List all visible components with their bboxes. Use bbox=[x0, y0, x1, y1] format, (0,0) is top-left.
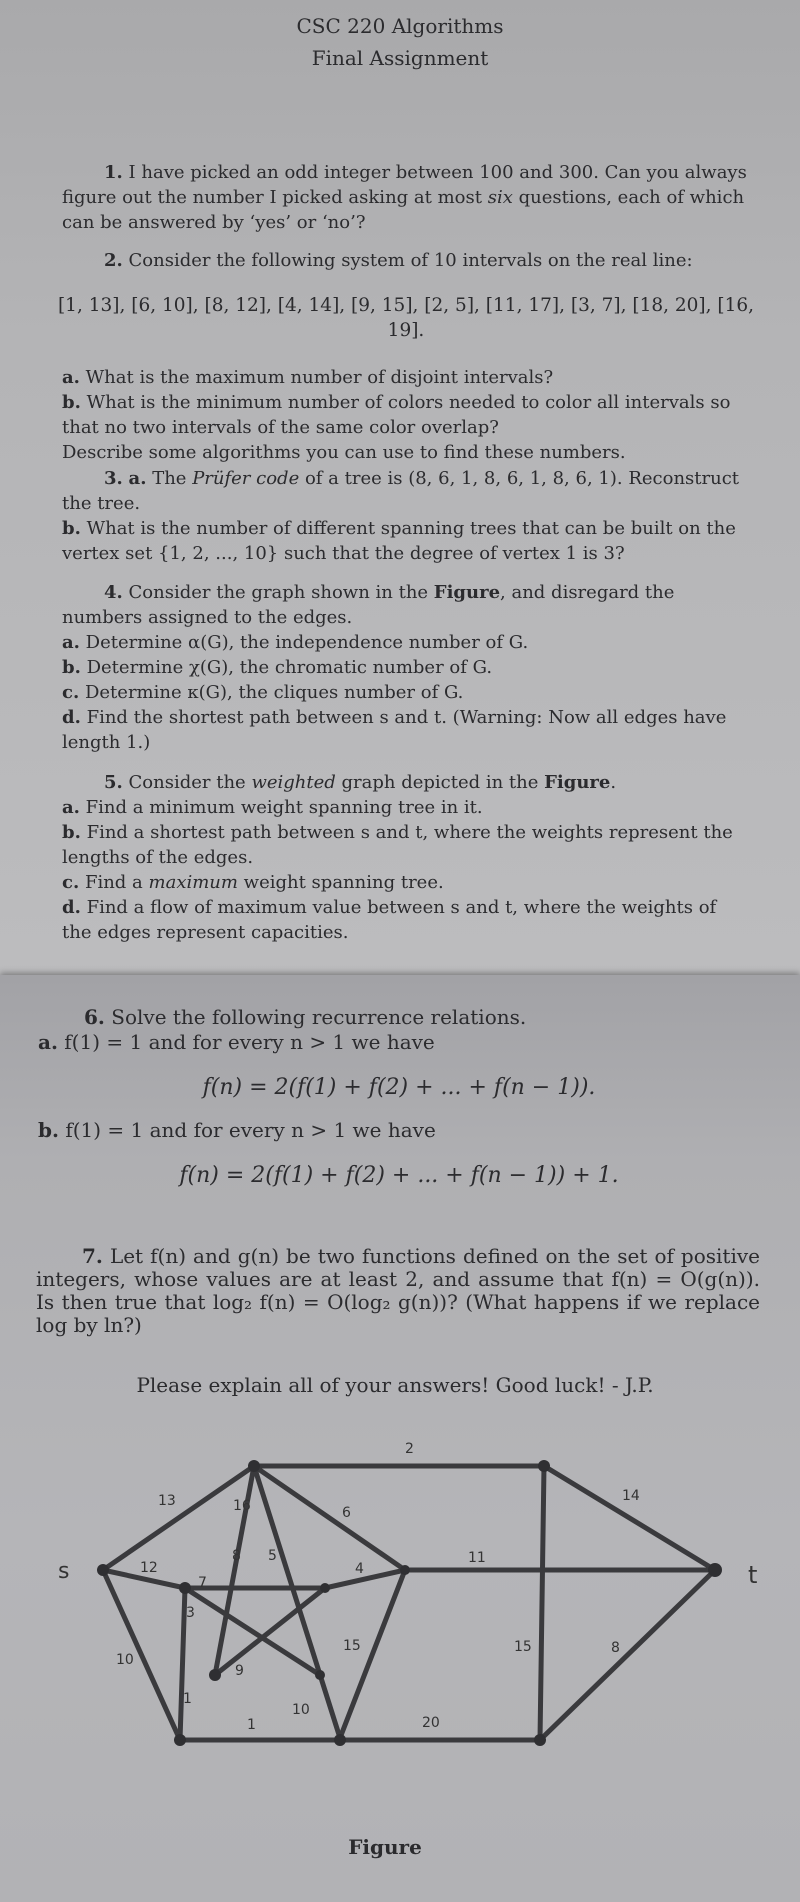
problem-1-six: six bbox=[487, 187, 513, 208]
vertex-innerlowright bbox=[315, 1670, 325, 1680]
weight-label: 14 bbox=[622, 1488, 640, 1504]
problem-4-b-label: b. bbox=[62, 657, 81, 678]
vertex-bottommid bbox=[334, 1734, 346, 1746]
problem-3-b-label: b. bbox=[62, 518, 81, 539]
edge-innerleft-bottomleft bbox=[180, 1588, 185, 1740]
problem-4-c-text: Determine κ(G), the cliques number of G. bbox=[84, 682, 464, 703]
problem-6-b-equation: f(n) = 2(f(1) + f(2) + ... + f(n − 1)) + 1. bbox=[179, 1163, 619, 1188]
problem-4-number: 4. bbox=[104, 582, 123, 603]
problem-4 bbox=[62, 580, 750, 755]
problem-5-c-text2: weight spanning tree. bbox=[237, 872, 444, 893]
edge-midright-bottommid bbox=[340, 1570, 405, 1738]
problem-4-a-text: Determine α(G), the independence number of G. bbox=[85, 632, 529, 653]
label-s: s bbox=[58, 1559, 70, 1584]
problem-2-intro: Consider the following system of 10 intervals on the real line: bbox=[128, 250, 693, 271]
problem-5-intro2: graph depicted in the bbox=[335, 772, 545, 793]
problem-1-number: 1. bbox=[104, 162, 123, 183]
problem-1-text-b: questions, each of which can be answered by ‘yes’ or ‘no’? bbox=[62, 187, 745, 233]
vertex-t bbox=[708, 1563, 722, 1577]
problem-4-figure-word: Figure bbox=[433, 582, 501, 603]
weight-label: 8 bbox=[611, 1640, 620, 1656]
problem-4-c-label: c. bbox=[62, 682, 80, 703]
edge-innerleft-innerlowright bbox=[185, 1588, 320, 1675]
course-title: CSC 220 Algorithms bbox=[296, 14, 504, 38]
weight-label: 7 bbox=[198, 1575, 207, 1591]
graph-figure bbox=[0, 975, 800, 1902]
vertex-innerright bbox=[320, 1583, 330, 1593]
problem-3-a-text2: of a tree is (8, 6, 1, 8, 6, 1, 8, 6, 1). Reconstruct the tree. bbox=[62, 468, 740, 514]
weight-label: 9 bbox=[235, 1663, 244, 1679]
weight-label: 13 bbox=[158, 1493, 176, 1509]
weight-label: 15 bbox=[343, 1638, 361, 1654]
problem-6-a-text: f(1) = 1 and for every n > 1 we have bbox=[64, 1030, 435, 1054]
problem-5-figure-word: Figure bbox=[544, 772, 611, 793]
weight-label: 11 bbox=[468, 1550, 486, 1566]
weight-label: 4 bbox=[355, 1561, 364, 1577]
problem-6-intro: Solve the following recurrence relations. bbox=[111, 1005, 527, 1029]
edge-topright-t bbox=[544, 1466, 715, 1570]
vertex-innerleft bbox=[179, 1582, 191, 1594]
weight-label: 15 bbox=[514, 1639, 532, 1655]
vertex-topright bbox=[538, 1460, 550, 1472]
problem-3-number: 3. bbox=[104, 468, 123, 489]
problem-5-c-label: c. bbox=[62, 872, 80, 893]
problem-5 bbox=[62, 770, 750, 945]
problem-6-b-text: f(1) = 1 and for every n > 1 we have bbox=[65, 1118, 436, 1142]
weight-label: 16 bbox=[233, 1498, 251, 1514]
weight-label: 1 bbox=[247, 1717, 256, 1733]
weight-label: 5 bbox=[268, 1548, 277, 1564]
problem-6-number: 6. bbox=[84, 1005, 105, 1029]
problem-3-a-text1: The bbox=[152, 468, 193, 489]
vertex-s bbox=[97, 1564, 109, 1576]
problem-5-intro1: Consider the bbox=[128, 772, 252, 793]
problem-4-d-label: d. bbox=[62, 707, 81, 728]
problem-6-b-label: b. bbox=[38, 1118, 59, 1142]
closing-note: Please explain all of your answers! Good luck! - J.P. bbox=[136, 1373, 654, 1397]
edge-topright-bottomright bbox=[540, 1466, 544, 1740]
problem-2-intervals: [1, 13], [6, 10], [8, 12], [4, 14], [9, 15], [2, 5], [11, 17], [3, 7], [18, 20], [16, 19]. bbox=[57, 295, 755, 341]
weight-label: 6 bbox=[342, 1505, 351, 1521]
problem-2-a-label: a. bbox=[62, 367, 80, 388]
weight-label: 10 bbox=[292, 1702, 310, 1718]
problem-1 bbox=[62, 160, 750, 235]
vertex-innerlowleft bbox=[209, 1669, 221, 1681]
problem-5-c-text1: Find a bbox=[84, 872, 149, 893]
problem-4-intro2: , and disregard the numbers assigned to the edges. bbox=[62, 582, 675, 628]
problem-5-intro3: . bbox=[610, 772, 617, 793]
problem-4-b-text: Determine χ(G), the chromatic number of G. bbox=[86, 657, 493, 678]
problem-3-a-label: a. bbox=[128, 468, 147, 489]
edge-innerright-midright bbox=[325, 1570, 405, 1588]
problem-5-b-text: Find a shortest path between s and t, where the weights represent the lengths of the edges. bbox=[62, 822, 733, 868]
weight-label: 1 bbox=[183, 1691, 192, 1707]
problem-6-a-equation: f(n) = 2(f(1) + f(2) + ... + f(n − 1)). bbox=[202, 1075, 596, 1100]
weight-label: 8 bbox=[232, 1548, 241, 1564]
problem-4-a-label: a. bbox=[62, 632, 80, 653]
problem-7-number: 7. bbox=[82, 1244, 103, 1268]
problem-5-number: 5. bbox=[104, 772, 123, 793]
figure-caption: Figure bbox=[348, 1835, 422, 1859]
edge-top-bottommid bbox=[254, 1466, 340, 1738]
problem-7-text: Let f(n) and g(n) be two functions defined on the set of positive integers, whose values are at least 2, and assume that f(n) = O(g(n)). Is then true that log₂ f(n) = O(log₂ g(n))? (What happens if we replace log by ln?) bbox=[36, 1244, 761, 1337]
problem-3-b-text: What is the number of different spanning trees that can be built on the vertex set {1, 2, ..., 10} such that the degree of vertex 1 is 3? bbox=[62, 518, 736, 564]
weight-label: 2 bbox=[405, 1441, 414, 1457]
weight-label: 12 bbox=[140, 1560, 158, 1576]
problem-5-b-label: b. bbox=[62, 822, 81, 843]
problem-2-tail: Describe some algorithms you can use to find these numbers. bbox=[62, 442, 626, 463]
problem-2-number: 2. bbox=[104, 250, 123, 271]
problem-5-weighted: weighted bbox=[251, 772, 336, 793]
problem-5-maximum: maximum bbox=[148, 872, 238, 893]
problem-2 bbox=[57, 248, 755, 465]
problem-5-d-label: d. bbox=[62, 897, 81, 918]
problem-4-intro1: Consider the graph shown in the bbox=[128, 582, 434, 603]
problem-4-d-text: Find the shortest path between s and t. (Warning: Now all edges have length 1.) bbox=[62, 707, 727, 753]
weight-label: 3 bbox=[186, 1605, 195, 1621]
weight-label: 20 bbox=[422, 1715, 440, 1731]
problem-1-text-a: I have picked an odd integer between 100 and 300. Can you always figure out the number I picked asking at most bbox=[62, 162, 747, 208]
page-two bbox=[0, 975, 800, 1902]
problem-3-prufer: Prüfer code bbox=[192, 468, 300, 489]
vertex-midright bbox=[400, 1565, 410, 1575]
problem-2-a-text: What is the maximum number of disjoint intervals? bbox=[85, 367, 554, 388]
problem-2-b-label: b. bbox=[62, 392, 81, 413]
vertex-top bbox=[248, 1460, 260, 1472]
edge-s-bottomleft bbox=[103, 1570, 180, 1740]
weight-label: 10 bbox=[116, 1652, 134, 1668]
vertex-bottomright bbox=[534, 1734, 546, 1746]
label-t: t bbox=[748, 1561, 758, 1589]
problem-6-a-label: a. bbox=[38, 1030, 58, 1054]
problem-3 bbox=[62, 466, 750, 566]
vertex-bottomleft bbox=[174, 1734, 186, 1746]
edge-bottomright-t bbox=[540, 1570, 715, 1740]
problem-2-b-text: What is the minimum number of colors needed to color all intervals so that no two intervals of the same color overlap? bbox=[62, 392, 731, 438]
problem-5-a-text: Find a minimum weight spanning tree in it. bbox=[85, 797, 483, 818]
problem-5-d-text: Find a flow of maximum value between s and t, where the weights of the edges represent capacities. bbox=[62, 897, 717, 943]
problem-5-a-label: a. bbox=[62, 797, 80, 818]
assignment-title: Final Assignment bbox=[311, 46, 489, 70]
